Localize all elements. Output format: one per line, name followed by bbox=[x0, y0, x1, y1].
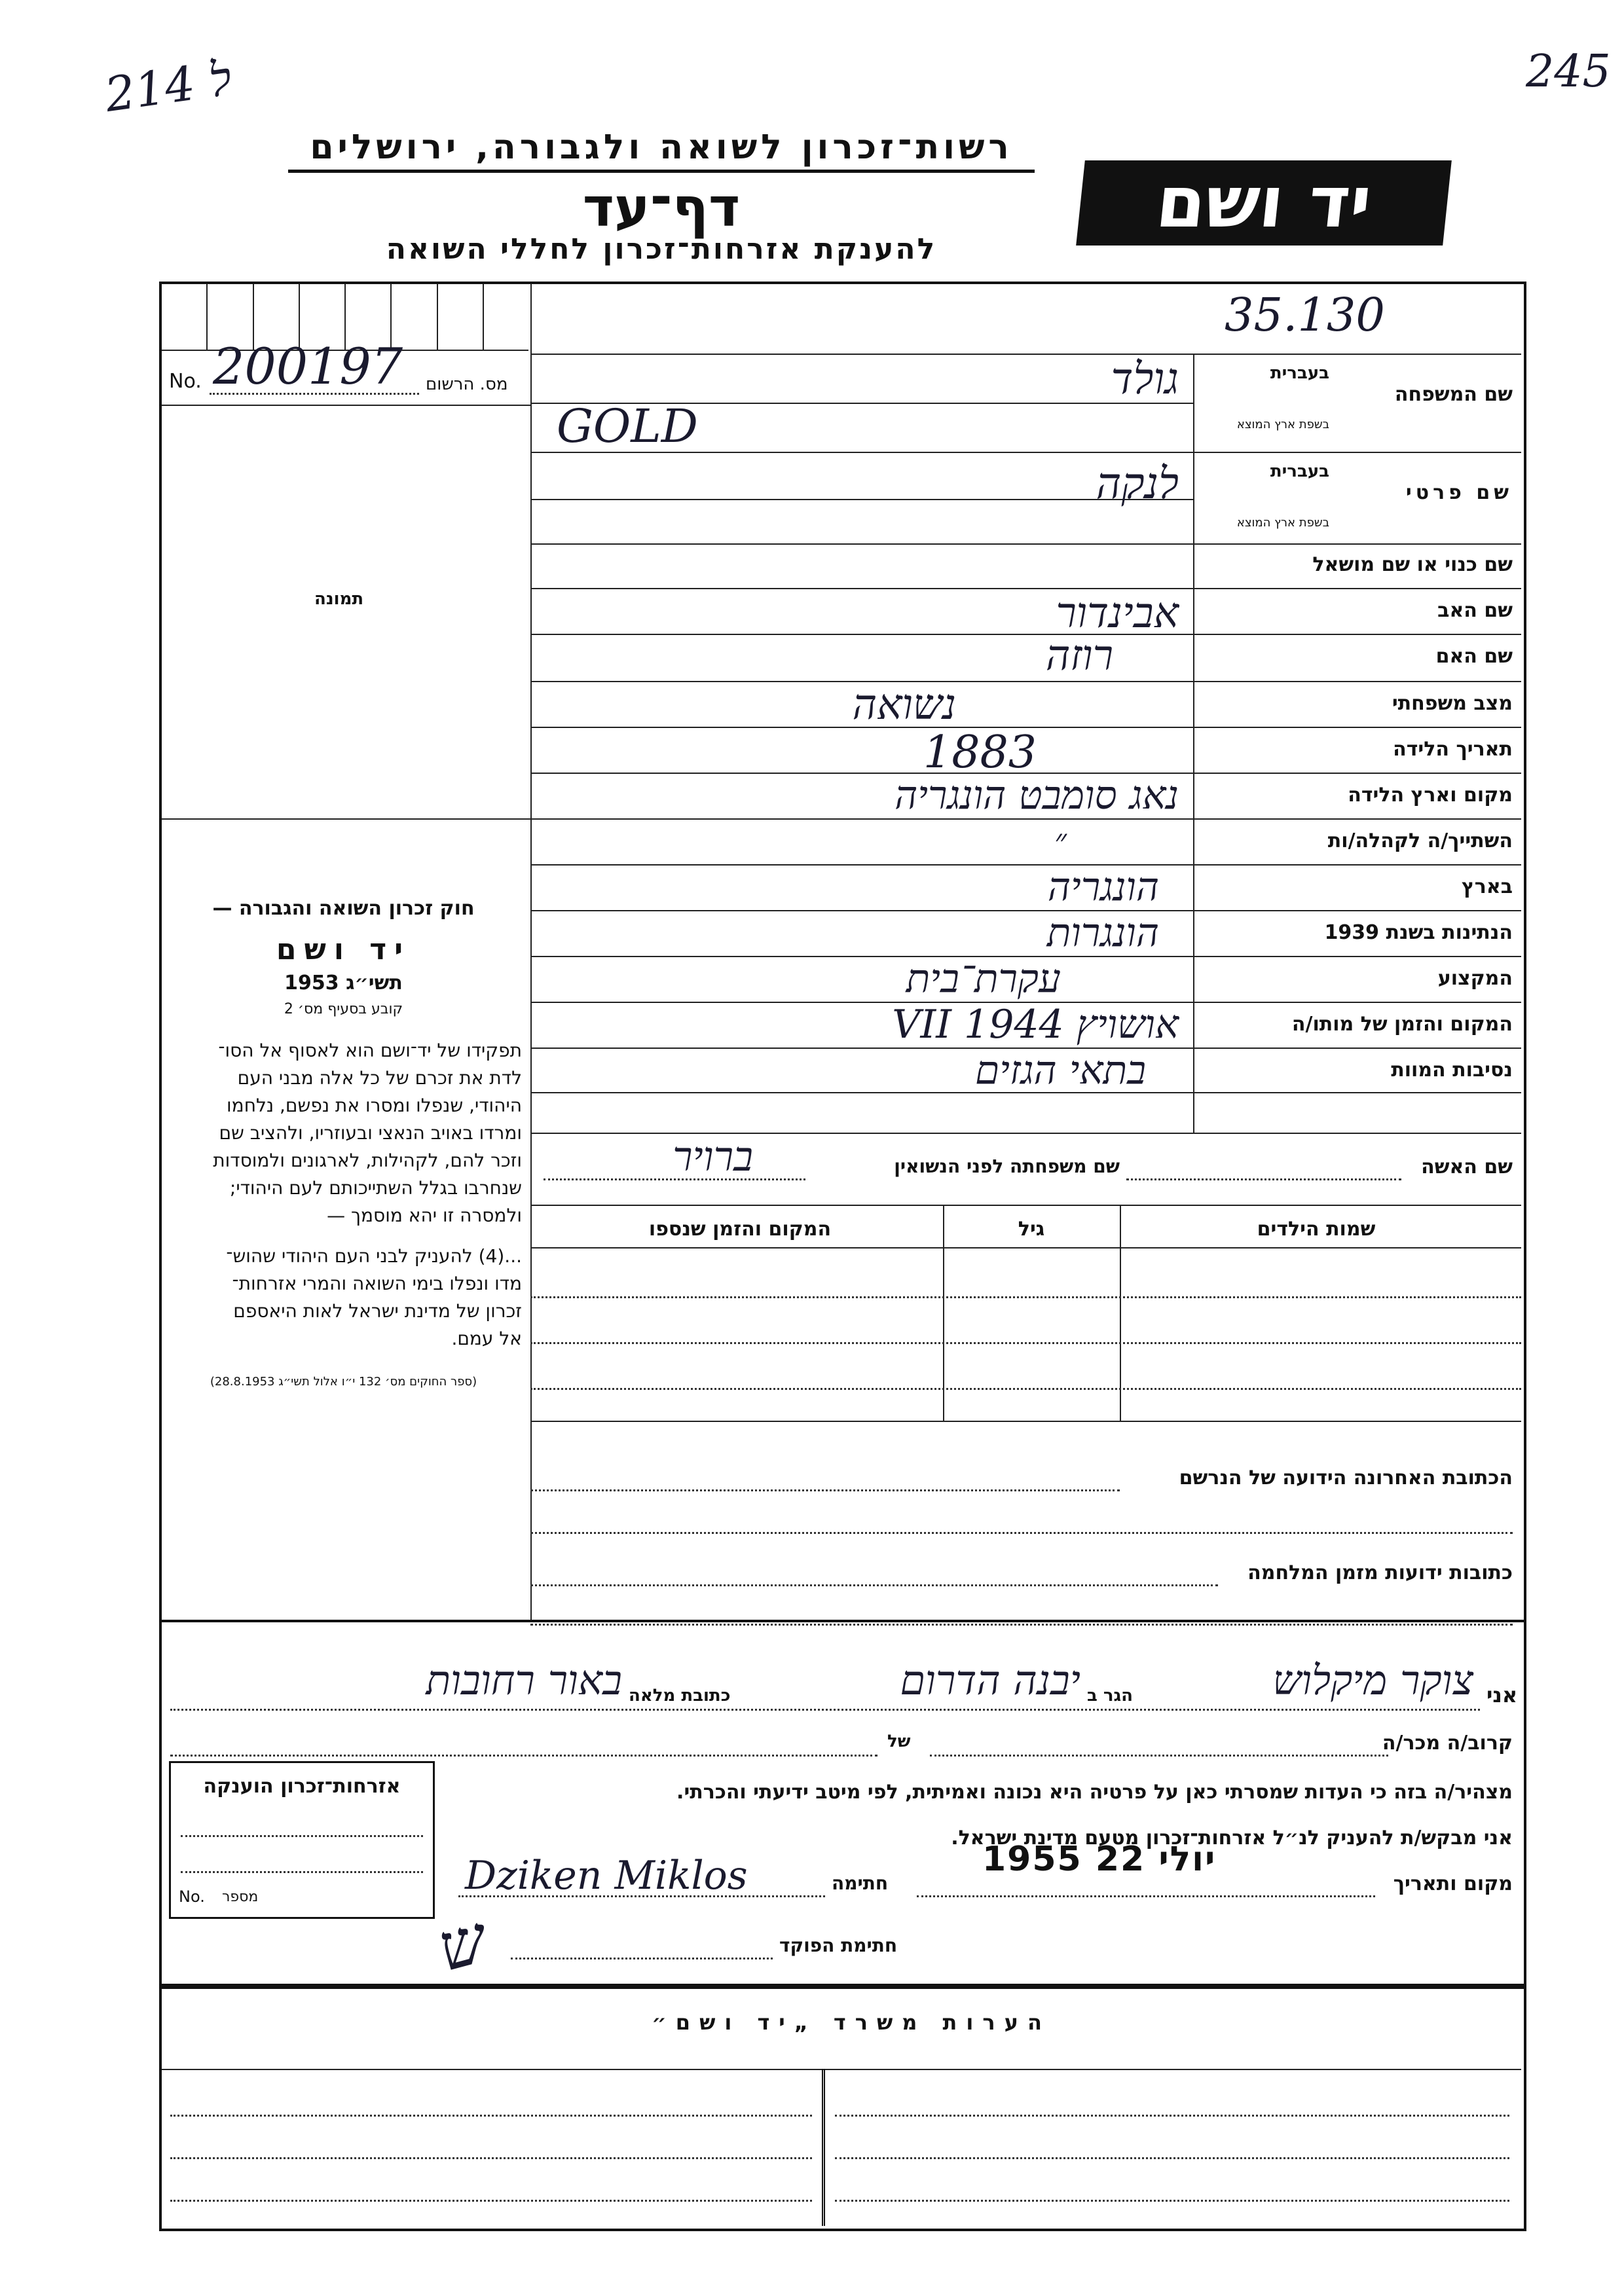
registration-label: מס. הרשום bbox=[426, 374, 508, 394]
value-date[interactable]: 1955 יולי 22 bbox=[982, 1840, 1217, 1879]
value-first-name[interactable]: לנקה bbox=[1096, 458, 1179, 509]
value-full-address[interactable]: באור רחובות bbox=[426, 1656, 622, 1704]
label-mother: שם האם bbox=[1435, 645, 1513, 668]
sub-hebrew: בעברית bbox=[1270, 363, 1329, 383]
label-death-circumstances: נסיבות המוות bbox=[1391, 1059, 1513, 1082]
value-death-circumstances[interactable]: בתאי הגזים bbox=[974, 1048, 1146, 1093]
value-mother[interactable]: רוזה bbox=[1045, 632, 1113, 680]
request-text: אני מבקש/ת להעניק לנ״ל אזרחות־זכרון מטעם מדינת ישראל. bbox=[951, 1827, 1513, 1850]
value-profession[interactable]: עקרת־בית bbox=[906, 956, 1061, 1002]
authority-title: רשות־זכרון לשואה ולגבורה, ירושלים bbox=[288, 128, 1035, 173]
label-relation: קרוב/ה מכר/ה bbox=[1382, 1732, 1513, 1755]
sub-origin-lang: בשפת ארץ המוצא bbox=[1236, 418, 1329, 431]
form-title: דף־עד bbox=[582, 177, 741, 239]
value-death-place-time[interactable]: אושויץ 1944 VII bbox=[892, 1002, 1179, 1048]
value-family-name-origin[interactable]: GOLD bbox=[557, 399, 698, 453]
law-box bbox=[165, 897, 522, 1389]
no-label: No. bbox=[169, 370, 202, 393]
value-declarant-name[interactable]: צוקר מיקלוש bbox=[1272, 1656, 1473, 1704]
label-nationality: הנתינות בשנת 1939 bbox=[1324, 921, 1513, 944]
value-birth-date[interactable]: 1883 bbox=[923, 727, 1037, 778]
yad-vashem-logo: יד ושם bbox=[1076, 160, 1452, 246]
label-birth-place: מקום וארץ הלידה bbox=[1348, 784, 1513, 807]
photo-label: תמונה bbox=[314, 589, 364, 609]
citizenship-title: אזרחות־זכרון הוענקה bbox=[203, 1775, 401, 1798]
stamp-number: 35.130 bbox=[1225, 288, 1385, 342]
law-paragraph-2: ...(4) להעניק לבני העם היהודי שהוש־ מדו ונפלו בימי השואה והמרי אזרחות־ זכרון של מדינת ישראל לאות היאספם אל עמם. bbox=[226, 1245, 522, 1349]
value-signature[interactable]: Dziken Miklos bbox=[465, 1853, 748, 1899]
law-citation: (ספר החוקים מס׳ 132 י״ו אלול תשי״ג 28.8.1953) bbox=[210, 1375, 477, 1389]
col-children-names: שמות הילדים bbox=[1257, 1218, 1376, 1241]
citizenship-no: No. bbox=[179, 1887, 205, 1906]
label-of: של bbox=[887, 1732, 911, 1751]
citizenship-box bbox=[169, 1761, 435, 1919]
label-war-addresses: כתובות ידועות מזמן המלחמה bbox=[1247, 1561, 1513, 1584]
value-nationality[interactable]: הונגרות bbox=[1046, 910, 1159, 956]
label-resides: הגר ב bbox=[1087, 1686, 1134, 1705]
office-remarks-title: הערות משרד „יד ושם״ bbox=[652, 2010, 1051, 2035]
label-family-name: שם המשפחה bbox=[1394, 383, 1513, 406]
col-children-age: גיל bbox=[1018, 1218, 1045, 1241]
label-nickname: שם כנוי או שם מושאל bbox=[1312, 553, 1513, 576]
label-wife: שם האשה bbox=[1421, 1156, 1513, 1178]
law-title: חוק זכרון השואה והגבורה — bbox=[212, 897, 475, 920]
col-children-place: המקום והזמן שנספו bbox=[648, 1218, 832, 1241]
sub-origin-lang-2: בשפת ארץ המוצא bbox=[1236, 516, 1329, 530]
value-family-name-he[interactable]: גולד bbox=[1111, 354, 1179, 404]
label-community: השתייך/ה לקהלה/ות bbox=[1327, 829, 1513, 852]
law-year: תשי״ג 1953 bbox=[284, 972, 403, 994]
statement-text: מצהיר/ה בזה כי העדות שמסרתי כאן על פרטיה היא נכונה ואמיתית, לפי מיטב ידיעתי והכרתי. bbox=[676, 1781, 1513, 1804]
label-marital-status: מצב משפחתי bbox=[1392, 692, 1513, 715]
label-birth-date: תאריך הלידה bbox=[1393, 738, 1513, 761]
label-maiden-name: שם משפחתה לפני הנשואין bbox=[894, 1156, 1120, 1177]
label-country: בארץ bbox=[1461, 875, 1513, 898]
value-officer-signature[interactable]: ש bbox=[430, 1900, 494, 1987]
value-city[interactable]: יבנה הדרום bbox=[900, 1656, 1080, 1704]
archive-mark-left: 214 ל bbox=[101, 50, 235, 123]
law-name: יד ושם bbox=[276, 933, 411, 966]
law-paragraph-1: תפקידו של יד־ושם הוא לאסוף אל הסו־ לדת את זכרם של כל אלה מבני העם היהודי, שנפלו ומסרו את נפשם, נלחמו ומרדו באויב הנאצי ובעוזריו, ולהציב שם וזכר להם, לקהילות, לארגונים ולמוסדות שנחרבו בגלל השתייכותם לעם היהודי; ולמסרה זו יהא מוסמך — bbox=[213, 1040, 522, 1226]
sub-hebrew-2: בעברית bbox=[1270, 462, 1329, 481]
value-father[interactable]: אבינדור bbox=[1056, 589, 1179, 638]
law-clause: קובע בסעיף מס׳ 2 bbox=[284, 1001, 403, 1017]
label-officer-signature: חתימת הפוקד bbox=[779, 1935, 898, 1956]
value-country[interactable]: הונגריה bbox=[1047, 864, 1159, 910]
label-death-place-time: המקום והזמן של מותו/ה bbox=[1291, 1013, 1513, 1036]
value-community[interactable]: ״ bbox=[1054, 822, 1067, 860]
registration-number[interactable]: 200197 bbox=[213, 337, 403, 395]
label-last-address: הכתובת האחרונה הידועה של הנרשם bbox=[1179, 1467, 1513, 1489]
label-profession: המקצוע bbox=[1437, 967, 1513, 990]
value-marital-status[interactable]: נשואה bbox=[852, 681, 956, 729]
value-maiden-name[interactable]: ברויר bbox=[673, 1133, 753, 1180]
label-signature: חתימה bbox=[832, 1872, 889, 1894]
form-subtitle: להענקת אזרחות־זכרון לחללי השואה bbox=[386, 232, 937, 266]
label-first-name: שם פרטי bbox=[1405, 481, 1513, 504]
label-father: שם האב bbox=[1437, 599, 1513, 622]
archive-mark-right: 245 bbox=[1526, 46, 1611, 98]
label-place-date: מקום ותאריך bbox=[1393, 1872, 1513, 1895]
citizenship-num-label: מספר bbox=[222, 1889, 259, 1905]
label-full-address: כתובת מלאה bbox=[629, 1686, 731, 1705]
label-i: אני bbox=[1486, 1683, 1518, 1707]
value-birth-place[interactable]: נאג סומבט הונגריה bbox=[895, 773, 1179, 818]
